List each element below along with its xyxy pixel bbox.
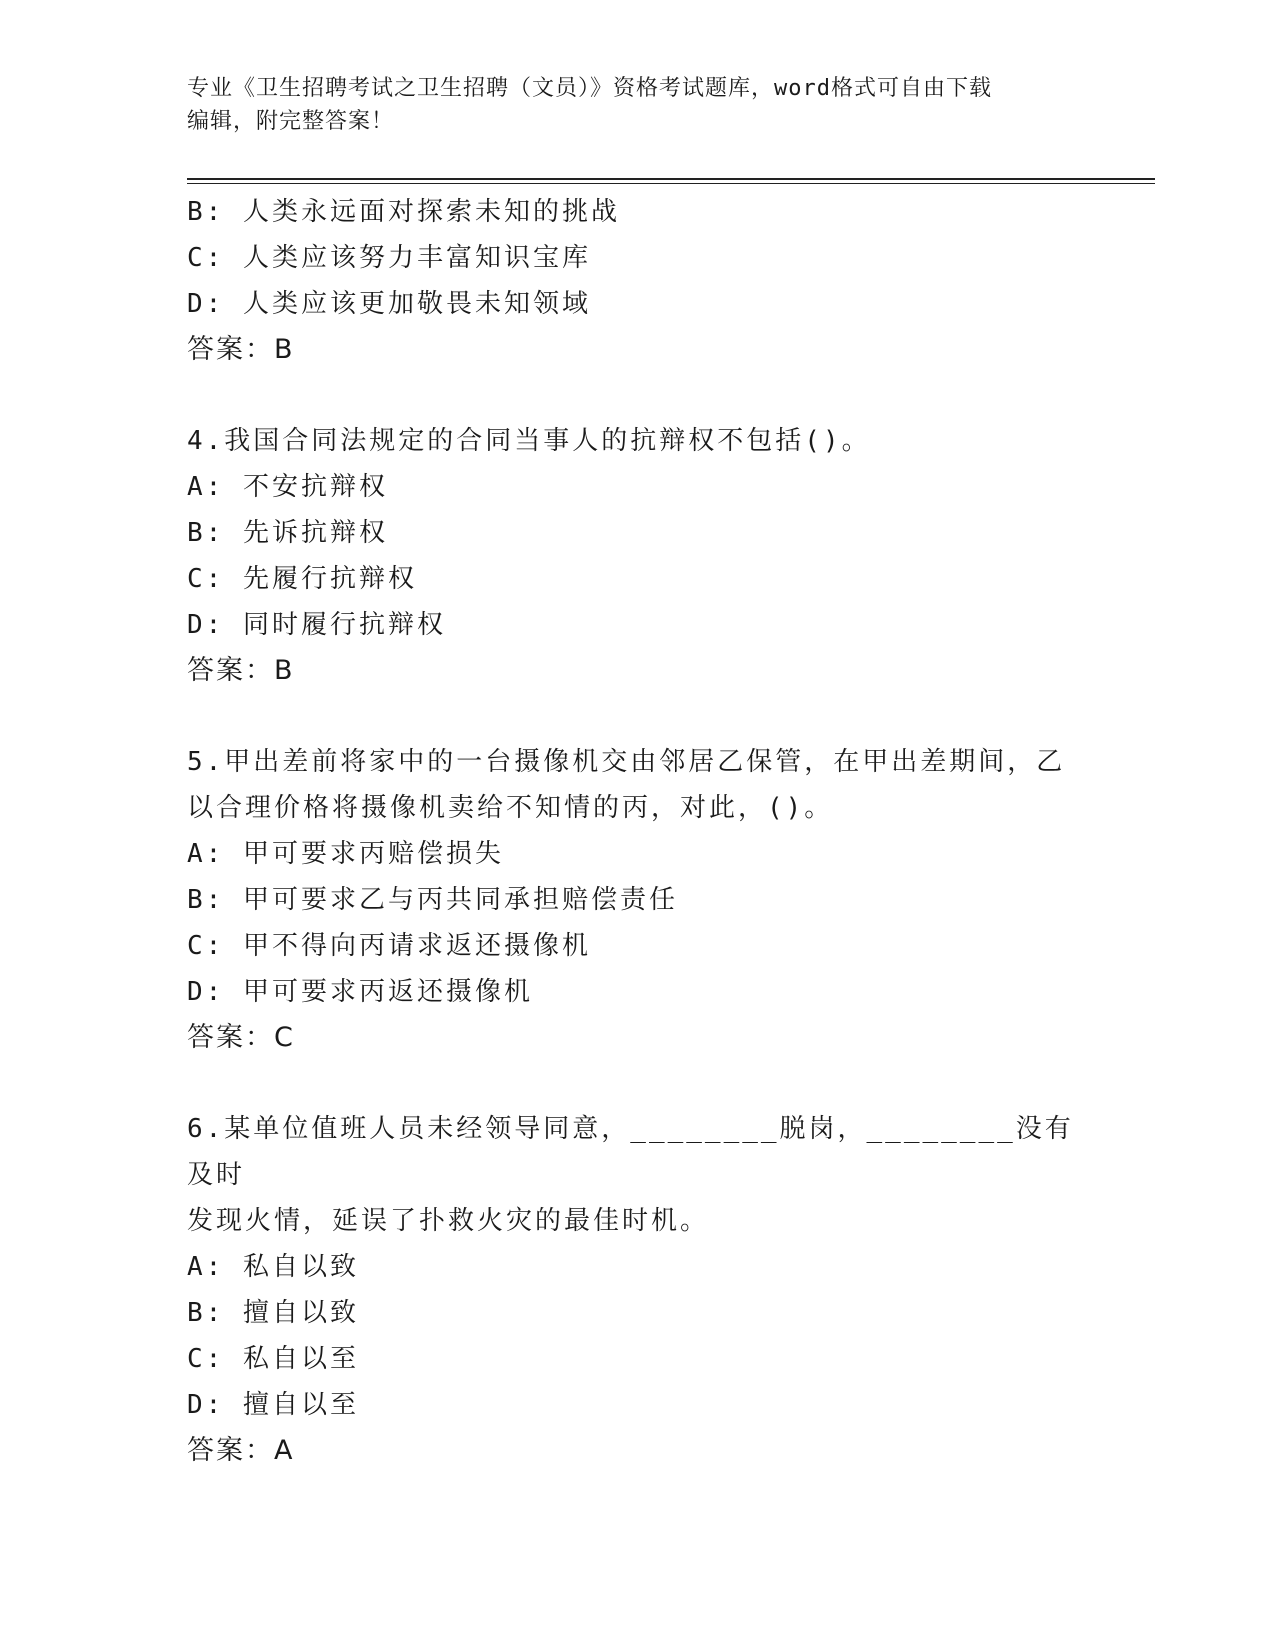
question-text-line-2: 发现火情，延误了扑救火灾的最佳时机。 bbox=[187, 1206, 710, 1236]
question-list bbox=[187, 189, 1087, 1474]
header-line-1: 专业《卫生招聘考试之卫生招聘（文员）》资格考试题库，word格式可自由下载 bbox=[187, 76, 992, 101]
option-c: C: 人类应该努力丰富知识宝库 bbox=[187, 243, 591, 273]
question-5 bbox=[187, 739, 1087, 1061]
option-b: B: 甲可要求乙与丙共同承担赔偿责任 bbox=[187, 885, 678, 915]
question-text-line-1: 6.某单位值班人员未经领导同意，________脱岗，________没有及时 bbox=[187, 1114, 1074, 1190]
option-c: C: 私自以至 bbox=[187, 1344, 359, 1374]
option-d: D: 擅自以至 bbox=[187, 1390, 359, 1420]
option-a: A: 不安抗辩权 bbox=[187, 472, 388, 502]
option-c: C: 先履行抗辩权 bbox=[187, 564, 417, 594]
question-text: 4.我国合同法规定的合同当事人的抗辩权不包括()。 bbox=[187, 426, 871, 456]
option-d: D: 人类应该更加敬畏未知领域 bbox=[187, 289, 591, 319]
option-b: B: 先诉抗辩权 bbox=[187, 518, 388, 548]
question-6 bbox=[187, 1106, 1087, 1474]
answer: 答案：C bbox=[187, 1022, 295, 1053]
option-a: A: 私自以致 bbox=[187, 1252, 359, 1282]
document-header bbox=[187, 72, 1067, 138]
question-text-line-1: 5.甲出差前将家中的一台摄像机交由邻居乙保管，在甲出差期间，乙 bbox=[187, 747, 1066, 777]
question-text-line-2: 以合理价格将摄像机卖给不知情的丙，对此，()。 bbox=[187, 793, 834, 823]
option-c: C: 甲不得向丙请求返还摄像机 bbox=[187, 931, 591, 961]
answer: 答案：B bbox=[187, 655, 295, 686]
answer: 答案：B bbox=[187, 334, 295, 365]
option-a: A: 甲可要求丙赔偿损失 bbox=[187, 839, 504, 869]
header-line-2: 编辑，附完整答案！ bbox=[187, 109, 395, 134]
option-b: B: 擅自以致 bbox=[187, 1298, 359, 1328]
header-divider-thick bbox=[187, 178, 1155, 180]
answer: 答案：A bbox=[187, 1435, 295, 1466]
header-divider-thin bbox=[187, 183, 1155, 184]
option-d: D: 同时履行抗辩权 bbox=[187, 610, 446, 640]
option-b: B: 人类永远面对探索未知的挑战 bbox=[187, 197, 620, 227]
option-d: D: 甲可要求丙返还摄像机 bbox=[187, 977, 533, 1007]
question-4 bbox=[187, 418, 1087, 694]
question-3-tail bbox=[187, 189, 1087, 373]
